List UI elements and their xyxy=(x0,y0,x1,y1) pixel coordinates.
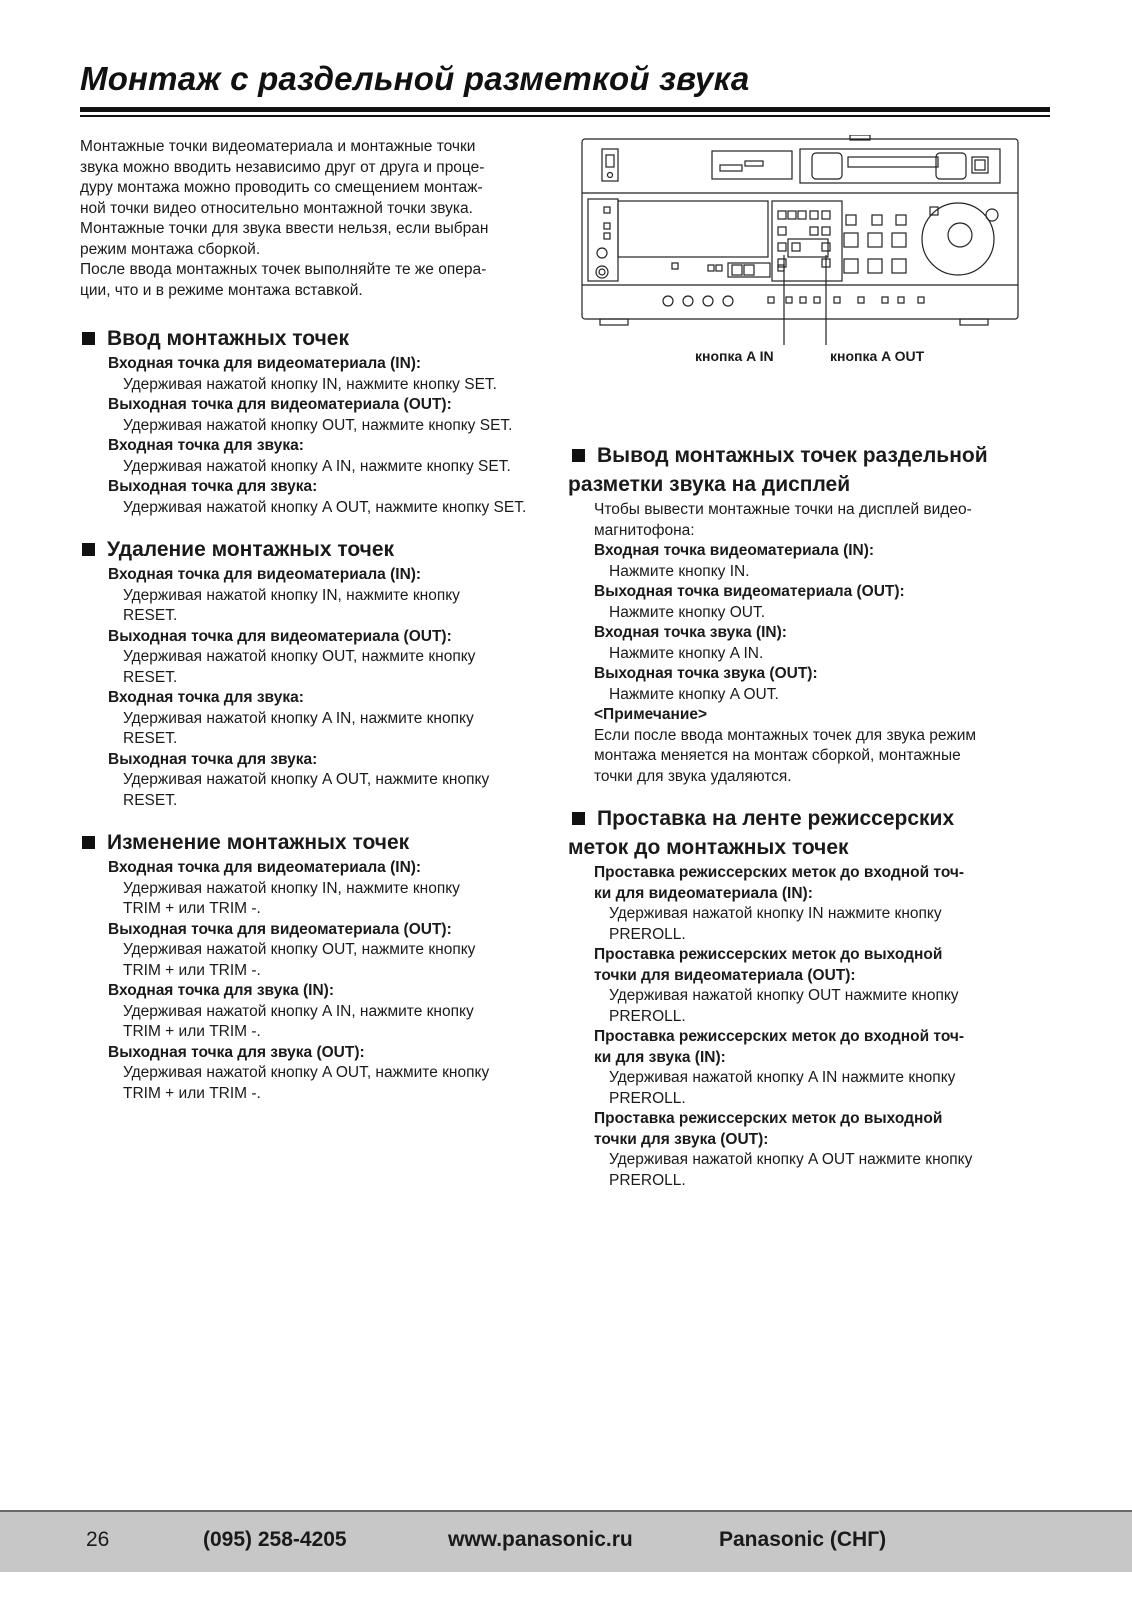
item-lead: ки для видеоматериала (IN): xyxy=(594,884,813,902)
item-action: TRIM + или TRIM -. xyxy=(123,900,261,917)
note-text: точки для звука удаляются. xyxy=(594,767,792,785)
section-heading: Удаление монтажных точек xyxy=(80,536,552,563)
item-lead: Проставка режиссерских меток до выходной xyxy=(594,1110,943,1127)
title-rule-thin xyxy=(80,115,1050,117)
item-action: RESET. xyxy=(123,607,178,624)
note-label: <Примечание> xyxy=(594,706,708,723)
right-column xyxy=(568,442,1050,1191)
item-action: PREROLL. xyxy=(609,1007,686,1025)
section-entering-points xyxy=(80,325,552,518)
intro-line: режим монтажа сборкой. xyxy=(80,240,261,258)
vtr-front-panel-illustration xyxy=(580,135,1020,370)
item-lead: Входная точка для видеоматериала (IN): xyxy=(108,566,422,583)
item-lead: Проставка режиссерских меток до выходной xyxy=(594,946,943,963)
bullet-square-icon xyxy=(572,449,585,462)
intro-line: ции, что и в режиме монтажа вставкой. xyxy=(80,281,363,299)
item-lead: Выходная точка для видеоматериала (OUT): xyxy=(108,627,452,645)
item-action: Удерживая нажатой кнопку IN, нажмите кнопку SET. xyxy=(123,375,497,393)
item-lead: Входная точка для звука: xyxy=(108,689,304,706)
item-lead: Проставка режиссерских меток до входной точ- xyxy=(594,1028,965,1045)
item-action: Нажмите кнопку A OUT. xyxy=(609,685,779,703)
item-lead: Входная точка видеоматериала (IN): xyxy=(594,542,875,559)
section-preroll-marks xyxy=(568,805,1050,1191)
item-action: Удерживая нажатой кнопку A OUT, нажмите кнопку SET. xyxy=(123,498,527,516)
item-action: Удерживая нажатой кнопку IN, нажмите кнопку xyxy=(123,586,460,604)
left-column xyxy=(80,137,552,1104)
intro-line: звука можно вводить независимо друг от друга и проце- xyxy=(80,158,485,176)
item-action: RESET. xyxy=(123,791,178,809)
item-action: TRIM + или TRIM -. xyxy=(123,961,261,979)
item-lead: Входная точка для звука (IN): xyxy=(108,982,334,999)
item-action: Удерживая нажатой кнопку A IN нажмите кнопку xyxy=(609,1069,956,1086)
callout-a-in-label: кнопка A IN xyxy=(695,348,774,364)
intro-line: дуру монтажа можно проводить со смещением монтаж- xyxy=(80,179,483,196)
section-changing-points xyxy=(80,829,552,1104)
section-heading: Ввод монтажных точек xyxy=(80,325,552,352)
item-action: Удерживая нажатой кнопку A IN, нажмите кнопку SET. xyxy=(123,457,511,475)
item-lead: Выходная точка для видеоматериала (OUT): xyxy=(108,920,452,938)
item-action: Удерживая нажатой кнопку OUT, нажмите кнопку SET. xyxy=(123,416,513,434)
footer-brand: Panasonic (СНГ) xyxy=(719,1528,887,1551)
item-action: TRIM + или TRIM -. xyxy=(123,1023,261,1040)
item-lead: Выходная точка для звука (OUT): xyxy=(108,1043,365,1061)
item-action: Удерживая нажатой кнопку OUT, нажмите кнопку xyxy=(123,941,476,958)
intro-line: Монтажные точки видеоматериала и монтажные точки xyxy=(80,138,476,155)
item-action: Удерживая нажатой кнопку IN, нажмите кнопку xyxy=(123,879,460,897)
intro-line: После ввода монтажных точек выполняйте те же опера- xyxy=(80,261,487,278)
item-lead: Выходная точка звука (OUT): xyxy=(594,665,818,682)
item-action: PREROLL. xyxy=(609,1171,686,1189)
item-lead: Проставка режиссерских меток до входной точ- xyxy=(594,864,965,881)
item-action: Нажмите кнопку OUT. xyxy=(609,603,766,621)
item-lead: ки для звука (IN): xyxy=(594,1048,726,1066)
item-action: Удерживая нажатой кнопку A OUT, нажмите кнопку xyxy=(123,771,490,788)
item-action: Удерживая нажатой кнопку A OUT нажмите кнопку xyxy=(609,1151,973,1168)
section-heading: Вывод монтажных точек раздельной xyxy=(570,442,1050,469)
item-action: RESET. xyxy=(123,730,178,747)
vtr-drawing xyxy=(580,135,1020,370)
section-display-points xyxy=(568,442,1050,787)
page-footer xyxy=(0,1510,1132,1572)
item-action: Удерживая нажатой кнопку OUT нажмите кнопку xyxy=(609,987,959,1004)
item-action: Удерживая нажатой кнопку A IN, нажмите кнопку xyxy=(123,1002,474,1020)
section-deleting-points xyxy=(80,536,552,811)
section-heading-continued: разметки звука на дисплей xyxy=(568,473,851,496)
item-action: Нажмите кнопку IN. xyxy=(609,562,750,580)
item-lead: Входная точка для видеоматериала (IN): xyxy=(108,355,422,372)
bullet-square-icon xyxy=(82,836,95,849)
footer-phone: (095) 258-4205 xyxy=(203,1528,347,1551)
title-rule-thick xyxy=(80,107,1050,112)
bullet-square-icon xyxy=(82,332,95,345)
note-text: Если после ввода монтажных точек для звука режим xyxy=(594,726,977,744)
item-lead: Выходная точка для звука: xyxy=(108,478,318,495)
item-lead: точки для видеоматериала (OUT): xyxy=(594,966,856,984)
footer-website: www.panasonic.ru xyxy=(448,1528,633,1551)
item-action: PREROLL. xyxy=(609,1089,686,1107)
section-intro: магнитофона: xyxy=(594,521,695,539)
callout-a-out-label: кнопка A OUT xyxy=(830,348,925,364)
item-action: Удерживая нажатой кнопку OUT, нажмите кнопку xyxy=(123,648,476,665)
item-action: PREROLL. xyxy=(609,925,686,943)
intro-paragraph xyxy=(80,137,552,301)
item-action: Удерживая нажатой кнопку A IN, нажмите кнопку xyxy=(123,709,474,727)
section-heading: Изменение монтажных точек xyxy=(80,829,552,856)
section-intro: Чтобы вывести монтажные точки на дисплей видео- xyxy=(594,501,972,518)
page-number: 26 xyxy=(86,1528,110,1551)
item-action: Нажмите кнопку A IN. xyxy=(609,644,764,662)
item-lead: Входная точка звука (IN): xyxy=(594,624,787,641)
note-text: монтажа меняется на монтаж сборкой, монтажные xyxy=(594,747,961,764)
item-lead: Выходная точка видеоматериала (OUT): xyxy=(594,583,905,600)
item-action: Удерживая нажатой кнопку IN нажмите кнопку xyxy=(609,905,942,922)
intro-line: Монтажные точки для звука ввести нельзя, если выбран xyxy=(80,220,489,237)
bullet-square-icon xyxy=(572,812,585,825)
item-lead: Выходная точка для звука: xyxy=(108,750,318,768)
bullet-square-icon xyxy=(82,543,95,556)
intro-line: ной точки видео относительно монтажной точки звука. xyxy=(80,199,473,217)
section-heading: Проставка на ленте режиссерских xyxy=(570,805,1050,832)
item-lead: Входная точка для звука: xyxy=(108,437,304,454)
item-lead: Входная точка для видеоматериала (IN): xyxy=(108,859,422,876)
item-action: RESET. xyxy=(123,668,178,686)
item-lead: точки для звука (OUT): xyxy=(594,1130,769,1148)
page-title: Монтаж с раздельной разметкой звука xyxy=(80,60,750,97)
item-lead: Выходная точка для видеоматериала (OUT): xyxy=(108,396,452,413)
item-action: TRIM + или TRIM -. xyxy=(123,1084,261,1102)
section-heading-continued: меток до монтажных точек xyxy=(568,836,849,859)
item-action: Удерживая нажатой кнопку A OUT, нажмите кнопку xyxy=(123,1064,490,1081)
